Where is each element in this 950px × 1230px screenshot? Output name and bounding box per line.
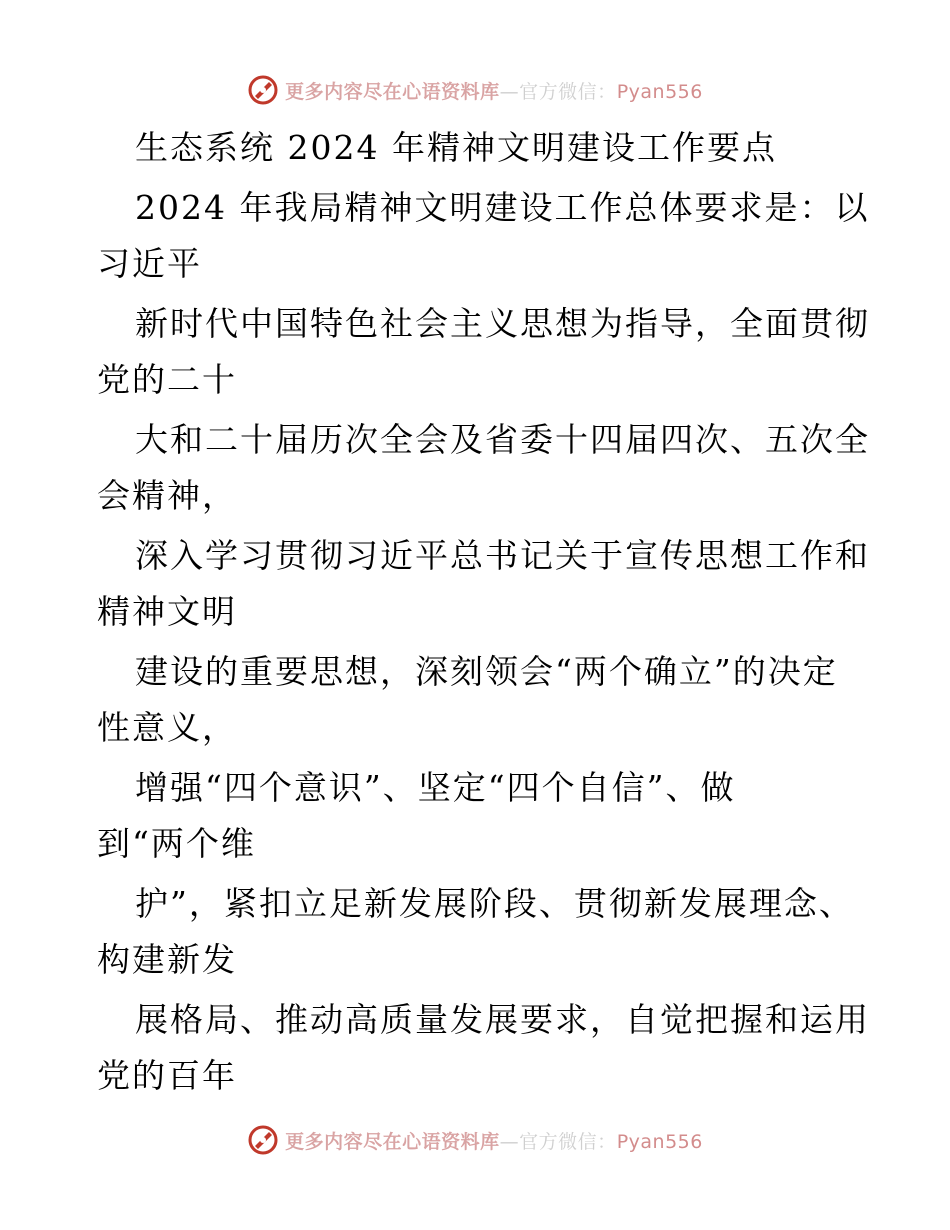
footer-banner-wechat-label: —官方微信： (499, 1130, 617, 1153)
document-line: 大和二十届历次全会及省委十四届四次、五次全 (135, 420, 870, 459)
header-banner-text (285, 77, 703, 104)
footer-banner-wechat-id: Pyan556 (616, 1130, 703, 1153)
footer-banner (0, 1120, 950, 1160)
document-line: 新时代中国特色社会主义思想为指导，全面贯彻 (135, 304, 870, 343)
document-title: 生态系统 2024 年精神文明建设工作要点 (135, 128, 777, 167)
document-line: 构建新发 (97, 940, 237, 979)
header-banner-site-name: 更多内容尽在心语资料库 (285, 80, 500, 103)
brand-logo-icon (247, 1124, 279, 1156)
document-line: 性意义， (97, 708, 237, 747)
document-line: 深入学习贯彻习近平总书记关于宣传思想工作和 (135, 536, 870, 575)
document-line: 增强“四个意识”、坚定“四个自信”、做 (135, 768, 736, 807)
document-line: 会精神， (97, 476, 237, 515)
document-line: 建设的重要思想，深刻领会“两个确立”的决定 (135, 652, 838, 691)
document-line: 习近平 (97, 244, 202, 283)
document-line: 2024 年我局精神文明建设工作总体要求是：以 (135, 188, 870, 227)
document-line: 展格局、推动高质量发展要求，自觉把握和运用 (135, 1000, 870, 1039)
document-line: 党的百年 (97, 1056, 237, 1095)
document-line: 党的二十 (97, 360, 237, 399)
footer-banner-text (285, 1127, 703, 1154)
footer-banner-site-name: 更多内容尽在心语资料库 (285, 1130, 500, 1153)
header-banner-wechat-id: Pyan556 (616, 80, 703, 103)
header-banner (0, 70, 950, 110)
header-banner-wechat-label: —官方微信： (499, 80, 617, 103)
brand-logo-icon (247, 74, 279, 106)
document-line: 到“两个维 (97, 824, 256, 863)
document-line: 护”，紧扣立足新发展阶段、贯彻新发展理念、 (135, 884, 854, 923)
document-line: 精神文明 (97, 592, 237, 631)
